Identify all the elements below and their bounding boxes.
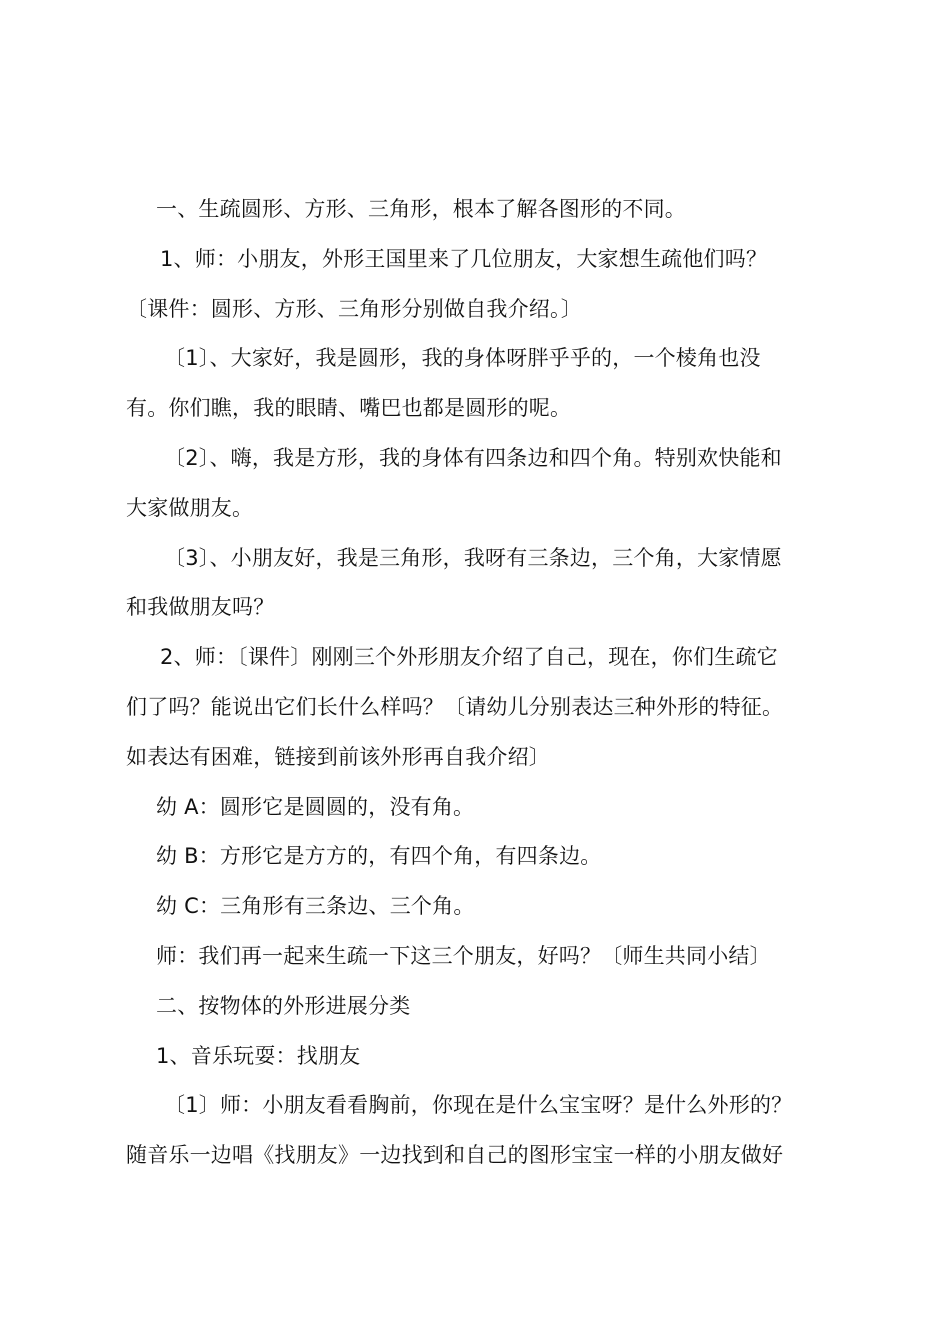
paragraph-line: 随音乐一边唱《找朋友》一边找到和自己的图形宝宝一样的小朋友做好	[126, 1143, 784, 1168]
paragraph-line: 和我做朋友吗？	[126, 595, 275, 620]
paragraph-line: 如表达有困难，链接到前该外形再自我介绍〕	[126, 744, 550, 769]
paragraph-line: 1、师：小朋友，外形王国里来了几位朋友，大家想生疏他们吗？	[160, 246, 768, 271]
section-heading-2: 二、按物体的外形进展分类	[156, 993, 411, 1018]
dialogue-line: 幼 A：圆形它是圆圆的，没有角。	[156, 794, 475, 819]
paragraph-line: 〔3〕、小朋友好，我是三角形，我呀有三条边，三个角，大家情愿	[164, 545, 782, 570]
document-body	[126, 185, 834, 1181]
paragraph-line: 〔1〕师：小朋友看看胸前，你现在是什么宝宝呀？是什么外形的？	[164, 1093, 793, 1118]
paragraph-line: 大家做朋友。	[126, 495, 254, 520]
paragraph-line: 〔课件：圆形、方形、三角形分别做自我介绍。〕	[126, 296, 582, 321]
paragraph-line: 〔1〕、大家好，我是圆形，我的身体呀胖乎乎的，一个棱角也没	[164, 346, 761, 371]
subsection-heading: 1、音乐玩耍：找朋友	[156, 1043, 361, 1068]
section-heading-1: 一、生疏圆形、方形、三角形，根本了解各图形的不同。	[156, 197, 686, 221]
paragraph-line: 有。你们瞧，我的眼睛、嘴巴也都是圆形的呢。	[126, 396, 572, 421]
paragraph-line: 们了吗？能说出它们长什么样吗？〔请幼儿分别表达三种外形的特征。	[126, 694, 784, 719]
paragraph-line: 2、师：〔课件〕刚刚三个外形朋友介绍了自己，现在，你们生疏它	[160, 645, 778, 670]
dialogue-line: 幼 C：三角形有三条边、三个角。	[156, 894, 475, 919]
paragraph-line: 〔2〕、嗨，我是方形，我的身体有四条边和四个角。特别欢快能和	[164, 445, 782, 470]
dialogue-line: 师：我们再一起来生疏一下这三个朋友，好吗？〔师生共同小结〕	[156, 943, 771, 968]
dialogue-line: 幼 B：方形它是方方的，有四个角，有四条边。	[156, 844, 602, 869]
